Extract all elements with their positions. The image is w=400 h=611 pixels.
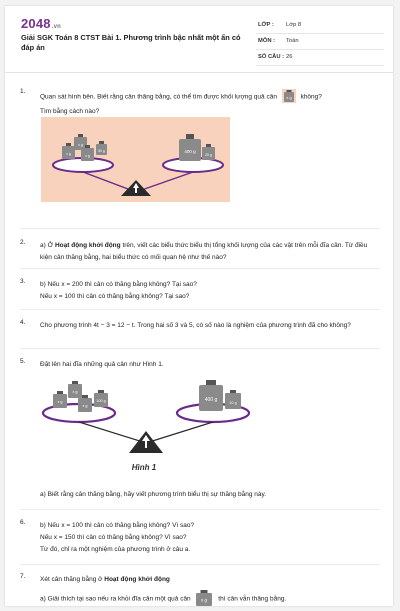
question-number: 3. [20,278,26,285]
meta-value: 26 [286,54,293,60]
site-logo[interactable] [21,16,61,31]
unknown-weight-icon [194,590,214,606]
svg-text:20 g: 20 g [205,153,212,157]
question-number: 4. [20,319,26,326]
svg-text:x g: x g [82,404,88,408]
meta-row-subject [256,35,384,50]
question-text: Cho phương trình 4t − 3 = 12 − t. Trong hai số 3 và 5, có số nào là nghiệm của phương trình đã cho không? [40,322,351,329]
question-text: Đặt lên hai đĩa những quả cân như Hình 1. [40,361,164,368]
meta-row-grade [256,19,384,34]
question-text: Quan sát hình bên. Biết rằng cân thăng bằng, có thể tìm được khối lượng quả cân [40,93,277,101]
svg-text:x g: x g [66,152,71,156]
meta-row-count [256,51,384,66]
logo-main: 2048 [21,16,51,31]
meta-value: Toán [286,38,299,44]
svg-text:400 g: 400 g [204,397,218,403]
question-text: Nếu x = 100 thì cân có thăng bằng không? Tại sao? [40,293,190,300]
question-text: trên, viết các biểu thức biểu thị tổng khối lượng của các vật trên mỗi đĩa cân. Từ điều kiện cân thăng bằng, hai biểu thức có mối quan hệ như thế nào? [40,242,368,261]
svg-text:10 g: 10 g [229,401,237,405]
document-page [5,6,393,606]
question-number: 1. [20,88,26,95]
question-bold: Hoạt động khởi động [54,242,121,249]
question-text: a) Biết rằng cân thăng bằng, hãy viết phương trình biểu thị sự thăng bằng này. [40,491,267,498]
svg-text:100 g: 100 g [96,399,106,403]
question-7-line-1 [40,574,380,586]
svg-text:400 g: 400 g [184,149,196,154]
question-separator [20,564,380,565]
svg-text:x g: x g [286,95,292,100]
document-header [5,6,393,64]
question-separator [20,348,380,349]
question-number: 2. [20,239,26,246]
question-number: 7. [20,573,26,580]
logo-suffix: .vn [51,24,62,30]
svg-text:x g: x g [201,597,208,603]
question-text: a) Giải thích tại sao nếu ra khỏi đĩa cân một quả cân [40,595,191,603]
question-text: Từ đó, chỉ ra một nghiệm của phương trình ở câu a. [40,546,191,553]
meta-value: Lớp 8 [286,22,302,28]
meta-key: MÔN : [258,38,276,44]
question-text: Tìm bằng cách nào? [40,108,100,115]
question-number: 5. [20,358,26,365]
question-prefix: Xét cân thăng bằng ở [40,576,103,583]
question-number: 6. [20,519,26,526]
balance-figure-1 [41,117,230,202]
balance-figure-2 [41,373,251,480]
question-text: không? [300,93,322,101]
svg-text:50 g: 50 g [98,149,105,153]
svg-text:x g: x g [72,390,78,394]
question-prefix: a) Ở [40,242,54,249]
figure-caption: Hình 1 [131,463,157,472]
question-separator [20,228,380,229]
question-text: Nếu x = 150 thì cân có thăng bằng không? Vì sao? [40,534,187,541]
svg-text:x g: x g [57,400,63,404]
question-7-line-2 [40,591,380,607]
question-1-text [40,90,380,104]
question-bold: Hoạt động khởi động [104,576,170,583]
meta-key: SỐ CÂU : [258,54,285,60]
unknown-weight-icon [281,89,297,103]
meta-key: LỚP : [258,22,274,28]
question-2-text [40,240,380,264]
svg-text:x g: x g [78,143,83,147]
question-text: thì cân vẫn thăng bằng. [218,595,287,603]
question-separator [20,268,380,269]
document-title: Giải SGK Toán 8 CTST Bài 1. Phương trình bậc nhất một ẩn có đáp án [21,33,241,52]
svg-text:x g: x g [85,154,90,158]
document-meta [256,19,384,67]
question-separator [20,309,380,310]
header-divider [5,72,393,73]
question-text: b) Nếu x = 100 thì cân có thăng bằng không? Vì sao? [40,522,195,529]
question-separator [20,509,380,510]
question-text: b) Nếu x = 200 thì cân có thăng bằng không? Tại sao? [40,281,197,288]
